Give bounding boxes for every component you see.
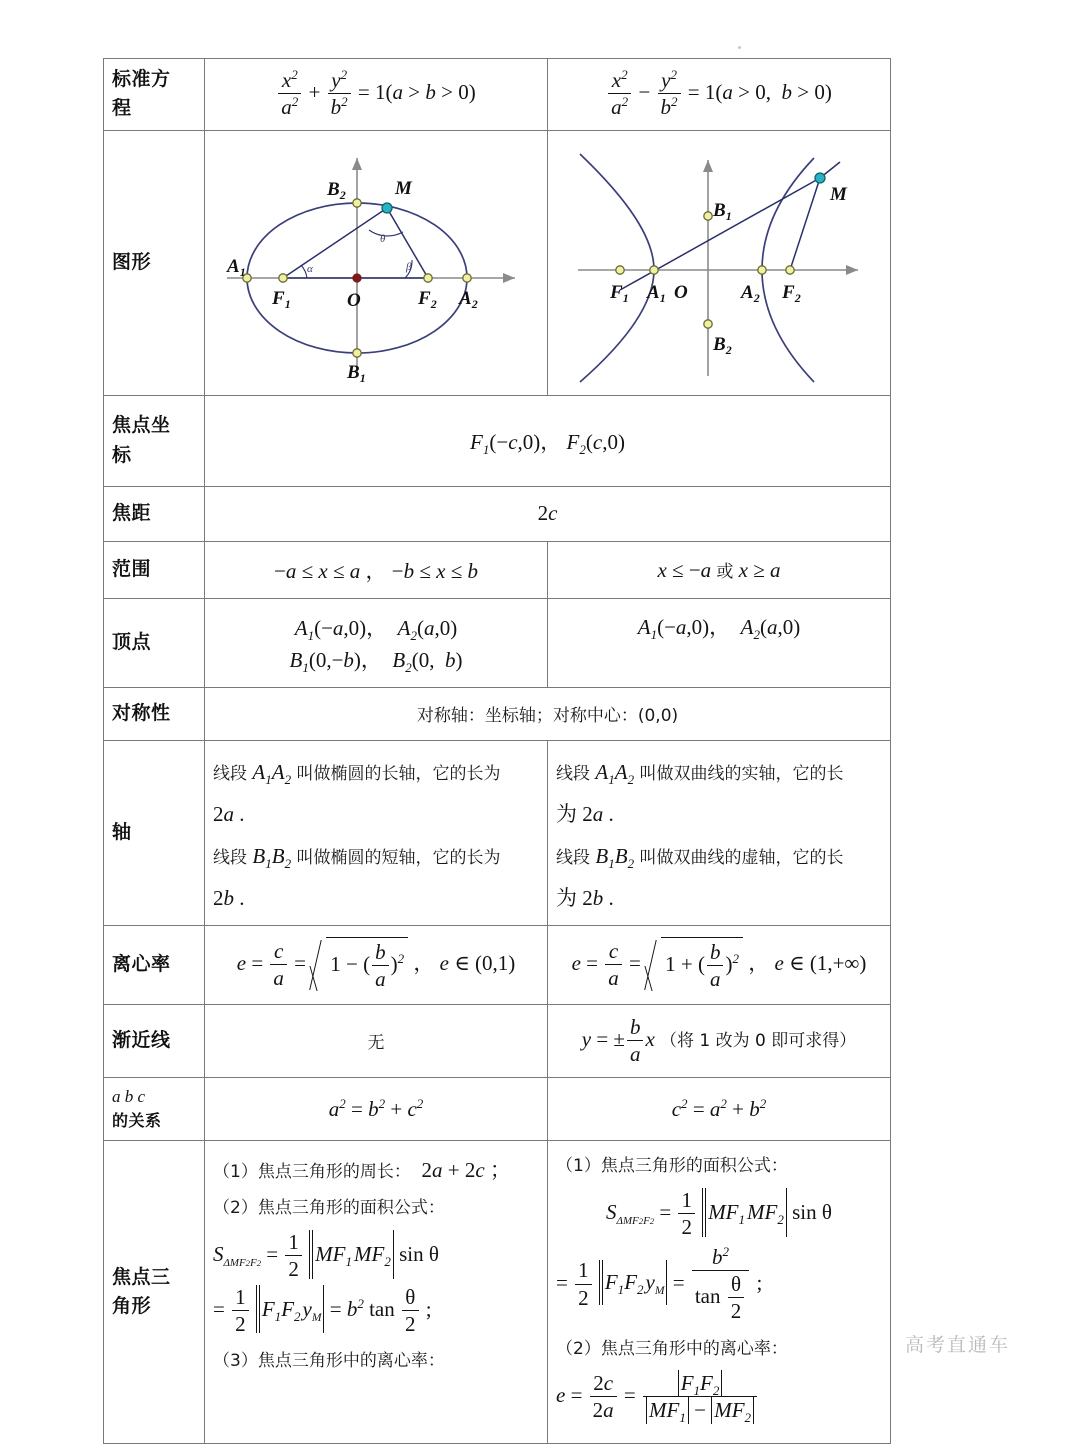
label-M: M [830,183,847,205]
label-angle-theta: θ [380,232,386,245]
y-axis-arrow [703,160,713,172]
row-label-text: 顶点 [112,631,152,654]
table-row-range [104,541,891,598]
text-ft-hyperbola-item2: （2）焦点三角形中的离心率： [556,1338,788,1359]
cell-eccentricity-ellipse [205,925,548,1004]
cell-range-ellipse [205,541,548,598]
row-label-standard-equation [104,59,205,131]
table-row-focal-distance [104,486,891,541]
hyperbola-diagram [558,138,880,388]
cell-abc-hyperbola [548,1077,891,1140]
formula-ellipse-standard: $\frac{x^2}{a^2}$ + $\frac{y^2}{b^2}$ = 1(a > b > 0) [276,80,475,104]
x-axis-arrow [846,265,858,275]
formula-axes-ellipse-major-len: 2a . [213,801,245,826]
formula-axes-hyperbola-imag-len: 为 2b . [556,885,614,910]
label-A2: $A_2$ [741,281,760,305]
text-axes-hyperbola-imag: 线段 $B_1B_2$ 叫做双曲线的虚轴，它的长 [556,843,844,872]
cell-focus-coordinates [205,395,891,486]
formula-ft-ellipse-area-2: = $\frac{1}{2}$ $F_1F_2y_M = b^2$ tan $\frac{\theta}{2}$ ; [213,1284,432,1336]
row-label-focal-distance [104,486,205,541]
row-label-abc-relation [104,1077,205,1140]
y-axis-arrow [352,158,362,170]
formula-vertices-ellipse-b: $B_1(0,-b)$， $B_2(0$, b) [289,647,463,676]
formula-ft-ellipse-area-1: $S_{\Delta MF2F2}$ = $\frac{1}{2}$ $MF_1MF_2$ sin θ [213,1230,439,1282]
row-label-range [104,541,205,598]
label-F2: $F_2$ [782,281,801,305]
label-O: O [674,281,688,303]
text-axes-ellipse-minor: 线段 $B_1B_2$ 叫做椭圆的短轴，它的长为 [213,843,501,872]
table-row-symmetry [104,687,891,740]
text-symmetry: 对称轴：坐标轴；对称中心：(0,0) [416,706,679,727]
formula-hyperbola-standard: $\frac{x^2}{a^2}$ − $\frac{y^2}{b^2}$ = 1(a > 0, b > 0) [606,80,832,104]
formula-abc-hyperbola: $c^2 = a^2 + b^2$ [671,1095,767,1121]
label-angle-alpha: α [307,262,313,275]
formula-vertices-ellipse-a: $A_1(-a,0)$， $A_2(a,0)$ [294,615,458,644]
text-asymptote-ellipse: 无 [367,1033,385,1054]
point-B2 [704,320,712,328]
table-row-abc-relation [104,1077,891,1140]
label-B2: $B_2$ [713,333,732,357]
ellipse-diagram [215,138,537,388]
cell-focal-distance [205,486,891,541]
formula-eccentricity-ellipse: e = $\frac{c}{a}$ = 1 − ( $\frac{b}{a}$ )$^2$ ， e ∈ (0,1) [237,951,515,975]
row-label-eccentricity [104,925,205,1004]
point-O [353,274,361,282]
point-F2 [786,266,794,274]
cell-range-hyperbola [548,541,891,598]
label-B2: $B_2$ [327,178,346,202]
table-row-focal-triangle [104,1141,891,1444]
cell-axes-hyperbola [548,740,891,925]
text-asymptote-note: （将 1 改为 0 即可求得） [660,1030,857,1051]
cell-figure-hyperbola [548,130,891,395]
text-ft-ellipse-item1: （1）焦点三角形的周长： 2a + 2c ； [213,1158,511,1183]
label-O: O [347,289,361,311]
row-label-text: 焦点三 角形 [112,1265,171,1318]
cell-symmetry [205,687,891,740]
formula-focus-coordinates: $F_1(-c,0)$， $F_2(c,0)$ [470,429,625,458]
row-label-text: 离心率 [112,953,171,976]
formula-range-hyperbola: x ≤ −a 或 x ≥ a [657,557,781,582]
table-row-focus-coordinates [104,395,891,486]
table-row-figure [104,130,891,395]
table-row-eccentricity [104,925,891,1004]
row-label-focus-coordinates [104,395,205,486]
cell-abc-ellipse [205,1077,548,1140]
label-A1: $A_1$ [647,281,666,305]
cell-asymptote-ellipse [205,1004,548,1077]
point-M [382,203,392,213]
row-label-text: 范围 [112,558,152,581]
segment-F1-M [283,208,387,278]
label-B1: $B_1$ [713,199,732,223]
row-label-symmetry [104,687,205,740]
row-label-text: 渐近线 [112,1029,171,1052]
formula-vertices-hyperbola: $A_1(-a,0)$， $A_2(a,0)$ [637,614,801,643]
row-label-text: 轴 [112,821,132,844]
point-A2 [758,266,766,274]
cell-focal-triangle-hyperbola [548,1141,891,1444]
point-B1 [353,349,361,357]
text-ft-hyperbola-item1: （1）焦点三角形的面积公式： [556,1156,788,1177]
label-B1: $B_1$ [347,361,366,385]
conic-sections-comparison-table [103,58,891,1444]
formula-axes-ellipse-minor-len: 2b . [213,885,245,910]
point-F1 [616,266,624,274]
formula-asymptote-hyperbola: y = ± $\frac{b}{a}$ x （将 1 改为 0 即可求得） [581,1014,857,1066]
row-label-vertices [104,598,205,687]
row-label-abc-line1: a b c [112,1086,146,1106]
row-label-figure [104,130,205,395]
text-axes-hyperbola-real: 线段 $A_1A_2$ 叫做双曲线的实轴，它的长 [556,759,844,788]
formula-ft-hyperbola-eccentricity: e = $\frac{2c}{2a}$ = $\frac{F_1F_2}{MF_1 - MF_2}$ [556,1370,882,1425]
label-A1: $A_1$ [227,255,246,279]
cell-vertices-ellipse [205,598,548,687]
page-artifact-dot [738,46,741,49]
point-F2 [424,274,432,282]
cell-standard-equation-ellipse [205,59,548,131]
formula-ft-hyperbola-area-1: $S_{\Delta MF2F2}$ = $\frac{1}{2}$ $MF_1MF_2$ sin θ [606,1188,832,1240]
cell-asymptote-hyperbola [548,1004,891,1077]
text-ft-ellipse-item2: （2）焦点三角形的面积公式： [213,1198,445,1219]
cell-standard-equation-hyperbola [548,59,891,131]
label-A2: $A_2$ [459,287,478,311]
formula-ft-hyperbola-area-2: = $\frac{1}{2}$ $F_1F_2y_M$ = $b^2$ tan $\frac{\theta}{2}$ ; [556,1243,763,1324]
table-row-standard-equation [104,59,891,131]
row-label-text: 焦距 [112,502,152,525]
formula-axes-hyperbola-real-len: 为 2a . [556,801,614,826]
row-label-text: 标准方 程 [112,68,171,120]
cell-eccentricity-hyperbola [548,925,891,1004]
label-angle-beta: β [406,260,412,273]
cell-axes-ellipse [205,740,548,925]
cell-vertices-hyperbola [548,598,891,687]
cell-focal-triangle-ellipse [205,1141,548,1444]
text-ft-ellipse-item3: （3）焦点三角形中的离心率： [213,1351,445,1372]
table-row-vertices [104,598,891,687]
row-label-text: 焦点坐 标 [112,414,171,466]
table-row-asymptote [104,1004,891,1077]
label-F1: $F_1$ [272,287,291,311]
formula-abc-ellipse: $a^2 = b^2 + c^2$ [328,1095,424,1121]
formula-range-ellipse: −a ≤ x ≤ a ， −b ≤ x ≤ b [274,558,478,583]
point-B1 [704,212,712,220]
text-axes-ellipse-major: 线段 $A_1A_2$ 叫做椭圆的长轴，它的长为 [213,759,501,788]
row-label-abc-line2: 的关系 [112,1111,162,1131]
point-A2 [463,274,471,282]
point-A1 [650,266,658,274]
point-F1 [279,274,287,282]
cell-figure-ellipse [205,130,548,395]
label-M: M [395,177,412,199]
angle-arc-theta [369,230,403,236]
watermark-text: 高考直通车 [905,1334,1011,1356]
row-label-text: 对称性 [112,702,171,725]
formula-focal-distance: 2c [537,501,558,526]
table-row-axes [104,740,891,925]
row-label-focal-triangle [104,1141,205,1444]
point-M [815,173,825,183]
label-F2: $F_2$ [418,287,437,311]
row-label-text: 图形 [112,251,152,274]
x-axis-arrow [503,273,515,283]
label-F1: $F_1$ [610,281,629,305]
row-label-asymptote [104,1004,205,1077]
row-label-axes [104,740,205,925]
formula-eccentricity-hyperbola: e = $\frac{c}{a}$ = 1 + ( $\frac{b}{a}$ )$^2$ ， e ∈ (1,+∞) [572,951,867,975]
point-B2 [353,199,361,207]
